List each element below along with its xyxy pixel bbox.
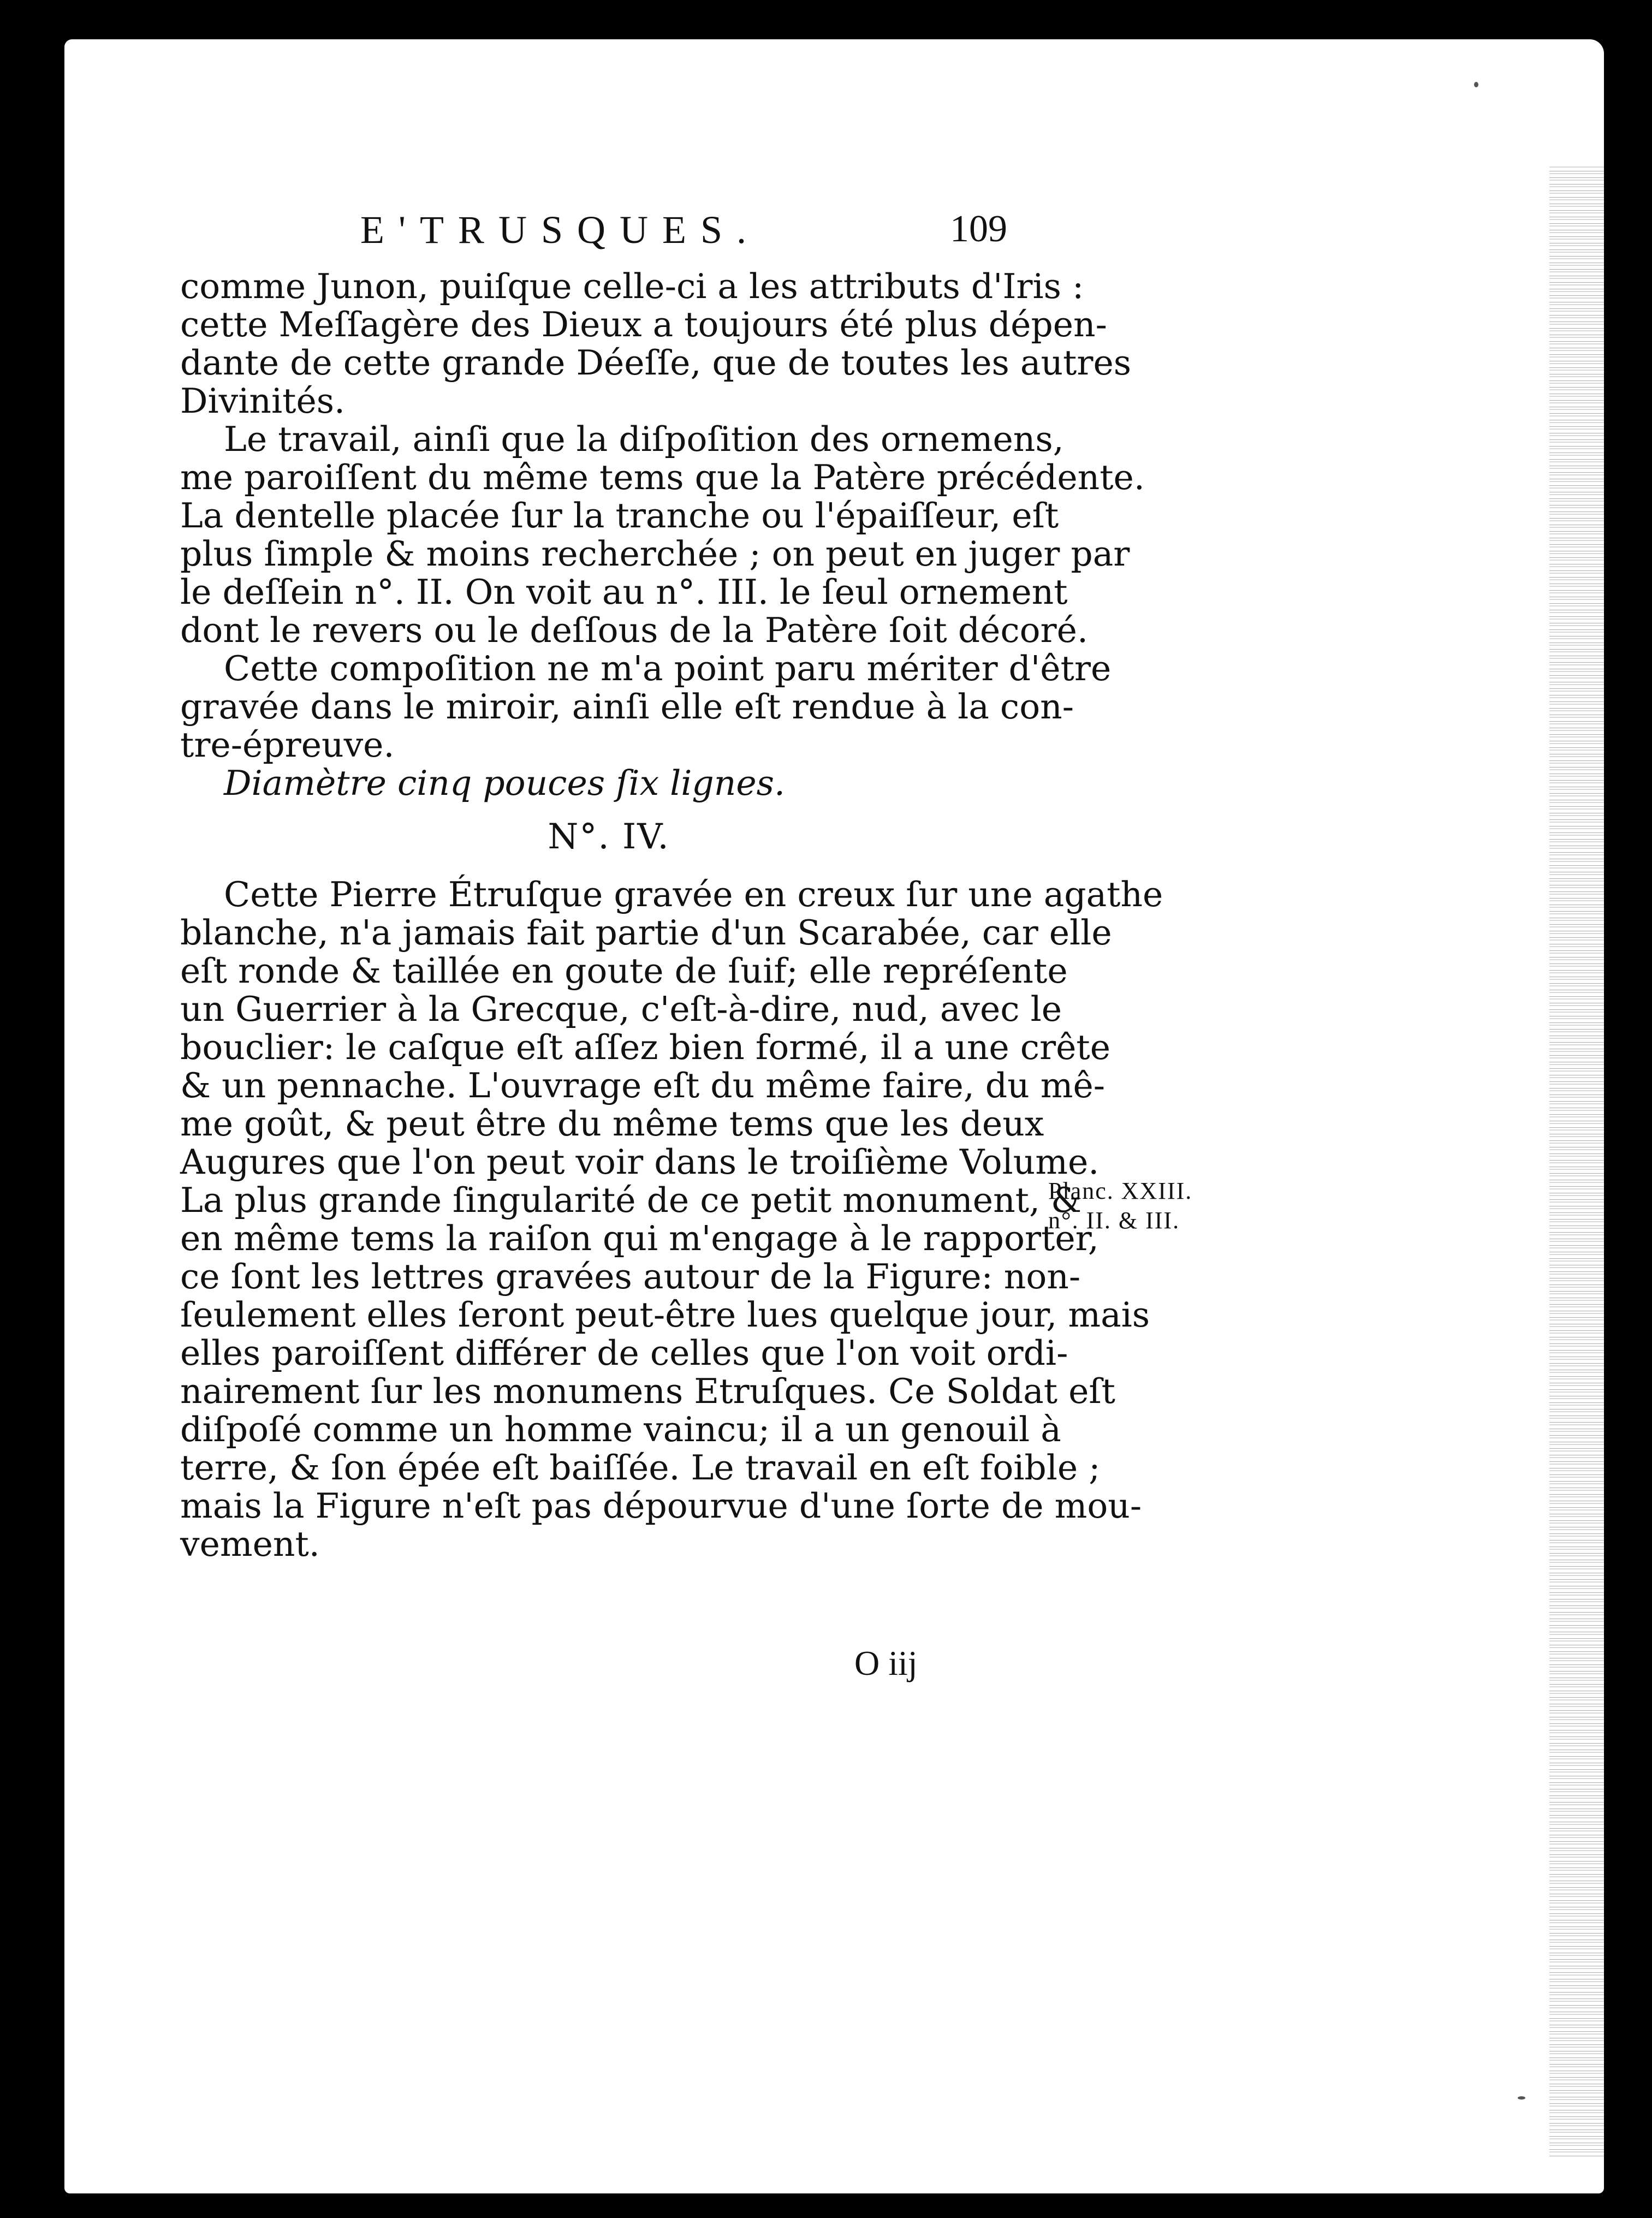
section-heading: N°. IV. — [548, 817, 670, 857]
text-line: Divinités. — [180, 381, 346, 421]
measurement-line: Diamètre cinq pouces ſix lignes. — [224, 763, 785, 803]
text-line: en même tems la raiſon qui m'engage à le rapporter, — [180, 1218, 1099, 1258]
margin-note-numbers: n°. II. & III. — [1048, 1207, 1180, 1234]
text-line: gravée dans le miroir, ainſi elle eſt rendue à la con- — [180, 687, 1074, 727]
text-line: Cette compoſition ne m'a point paru mériter d'être — [224, 649, 1112, 688]
text-line: nairement ſur les monumens Etruſques. Ce Soldat eſt — [180, 1371, 1115, 1411]
signature-mark: O iij — [854, 1644, 918, 1682]
text-line: Cette Pierre Étruſque gravée en creux ſur une agathe — [224, 875, 1163, 914]
text-line: plus ſimple & moins recherchée ; on peut en juger par — [180, 534, 1130, 574]
text-line: vement. — [180, 1524, 320, 1564]
text-line: cette Meſſagère des Dieux a toujours été plus dépen- — [180, 305, 1107, 344]
text-line: comme Junon, puiſque celle-ci a les attributs d'Iris : — [180, 266, 1084, 306]
text-line: Le travail, ainſi que la diſpoſition des ornemens, — [224, 419, 1064, 459]
text-line: mais la Figure n'eſt pas dépourvue d'une ſorte de mou- — [180, 1486, 1142, 1526]
text-line: & un pennache. L'ouvrage eſt du même faire, du mê- — [180, 1066, 1106, 1105]
text-line: ſeulement elles ſeront peut-être lues quelque jour, mais — [180, 1295, 1150, 1335]
text-line: dante de cette grande Déeſſe, que de toutes les autres — [180, 343, 1132, 383]
page-number: 109 — [950, 208, 1007, 250]
text-line: diſpoſé comme un homme vaincu; il a un genouil à — [180, 1410, 1061, 1449]
running-head: E'TRUSQUES. — [360, 208, 761, 252]
margin-note-plate: Planc. XXIII. — [1048, 1178, 1193, 1204]
text-line: le deſſein n°. II. On voit au n°. III. le ſeul ornement — [180, 572, 1068, 612]
text-line: me paroiſſent du même tems que la Patère précédente. — [180, 457, 1145, 497]
text-line: La plus grande ſingularité de ce petit monument, & — [180, 1180, 1082, 1220]
text-line: un Guerrier à la Grecque, c'eſt-à-dire, nud, avec le — [180, 989, 1062, 1029]
text-line: La dentelle placée ſur la tranche ou l'épaiſſeur, eſt — [180, 496, 1059, 536]
text-line: dont le revers ou le deſſous de la Patère ſoit décoré. — [180, 610, 1088, 650]
text-line: elles paroiſſent différer de celles que l'on voit ordi- — [180, 1333, 1068, 1373]
margin-note — [1048, 1176, 1192, 1235]
text-line: me goût, & peut être du même tems que les deux — [180, 1104, 1044, 1144]
paper-speck — [1518, 2096, 1525, 2100]
text-line: bouclier: le caſque eſt aſſez bien formé, il a une crête — [180, 1027, 1110, 1067]
text-line: eſt ronde & taillée en goute de ſuif; elle repréſente — [180, 951, 1068, 991]
text-line: tre-épreuve. — [180, 725, 395, 765]
paper-speck — [1474, 82, 1478, 87]
page-header — [175, 207, 1048, 267]
text-line: Augures que l'on peut voir dans le troiſième Volume. — [180, 1142, 1100, 1182]
page-edge-shadow — [1549, 165, 1604, 2157]
text-line: ce ſont les lettres gravées autour de la Figure: non- — [180, 1257, 1081, 1297]
text-line: blanche, n'a jamais fait partie d'un Scarabée, car elle — [180, 913, 1112, 953]
text-line: terre, & ſon épée eſt baiſſée. Le travail en eſt foible ; — [180, 1448, 1101, 1488]
